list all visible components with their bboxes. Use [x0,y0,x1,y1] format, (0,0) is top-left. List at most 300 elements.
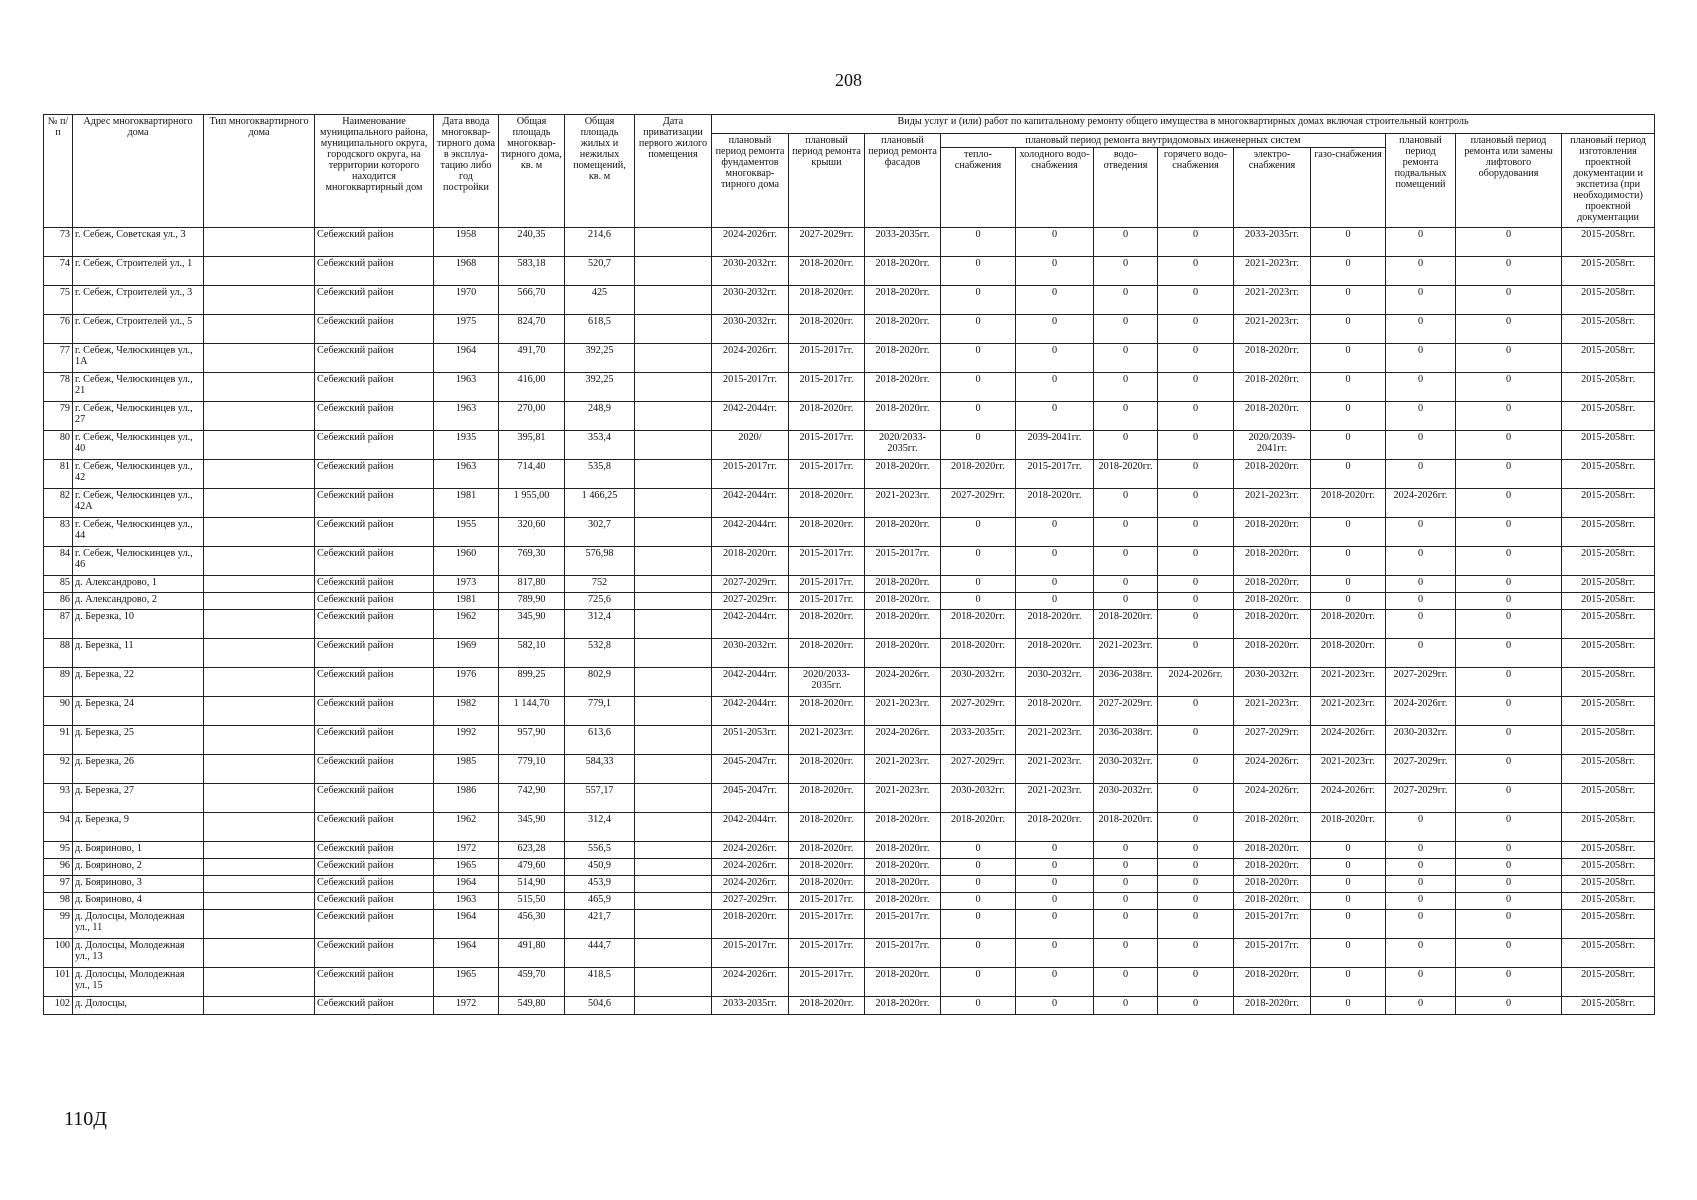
heat-supply-cell: 2027-2029гг. [941,755,1016,784]
elevator-cell: 0 [1456,910,1562,939]
design-docs-cell: 2015-2058гг. [1562,784,1655,813]
municipality-cell: Себежский район [315,876,434,893]
heat-supply-cell: 0 [941,576,1016,593]
municipality-cell: Себежский район [315,257,434,286]
foundation-cell: 2024-2026гг. [712,344,789,373]
table-row [44,257,1655,286]
year-cell: 1985 [434,755,499,784]
facade-cell: 2018-2020гг. [865,344,941,373]
hot-water-cell: 0 [1158,344,1234,373]
facade-cell: 2018-2020гг. [865,876,941,893]
facade-cell: 2018-2020гг. [865,460,941,489]
privatization-cell [635,939,712,968]
address-cell: г. Себеж, Челюскинцев ул., 42А [73,489,204,518]
electric-cell: 2020/2039-2041гг. [1234,431,1311,460]
design-docs-cell: 2015-2058гг. [1562,431,1655,460]
type-cell [204,373,315,402]
facade-cell: 2018-2020гг. [865,842,941,859]
row-number: 87 [44,610,73,639]
address-cell: д. Долосцы, Молодежная ул., 11 [73,910,204,939]
header-cold-water: холодного водо-снабжения [1016,148,1094,228]
gas-cell: 0 [1311,344,1386,373]
basement-cell: 0 [1386,373,1456,402]
year-cell: 1986 [434,784,499,813]
basement-cell: 0 [1386,876,1456,893]
basement-cell: 2024-2026гг. [1386,697,1456,726]
facade-cell: 2021-2023гг. [865,784,941,813]
municipality-cell: Себежский район [315,286,434,315]
elevator-cell: 0 [1456,726,1562,755]
cold-water-cell: 2018-2020гг. [1016,489,1094,518]
total-area-cell: 270,00 [499,402,565,431]
hot-water-cell: 0 [1158,939,1234,968]
header-systems-group: плановый период ремонта внутридомовых инженерных систем [941,134,1386,148]
facade-cell: 2018-2020гг. [865,997,941,1015]
sewer-cell: 2021-2023гг. [1094,639,1158,668]
address-cell: д. Березка, 10 [73,610,204,639]
cold-water-cell: 0 [1016,968,1094,997]
residential-area-cell: 450,9 [565,859,635,876]
address-cell: г. Себеж, Челюскинцев ул., 1А [73,344,204,373]
heat-supply-cell: 0 [941,593,1016,610]
design-docs-cell: 2015-2058гг. [1562,489,1655,518]
elevator-cell: 0 [1456,286,1562,315]
elevator-cell: 0 [1456,968,1562,997]
electric-cell: 2018-2020гг. [1234,842,1311,859]
address-cell: д. Березка, 25 [73,726,204,755]
year-cell: 1975 [434,315,499,344]
type-cell [204,968,315,997]
hot-water-cell: 0 [1158,489,1234,518]
design-docs-cell: 2015-2058гг. [1562,697,1655,726]
hot-water-cell: 0 [1158,593,1234,610]
facade-cell: 2018-2020гг. [865,610,941,639]
elevator-cell: 0 [1456,402,1562,431]
cold-water-cell: 2039-2041гг. [1016,431,1094,460]
address-cell: д. Александрово, 2 [73,593,204,610]
design-docs-cell: 2015-2058гг. [1562,639,1655,668]
year-cell: 1960 [434,547,499,576]
type-cell [204,489,315,518]
address-cell: д. Березка, 24 [73,697,204,726]
design-docs-cell: 2015-2058гг. [1562,755,1655,784]
foundation-cell: 2027-2029гг. [712,893,789,910]
facade-cell: 2015-2017гг. [865,939,941,968]
sewer-cell: 0 [1094,402,1158,431]
header-total-area: Общая площадь многоквар-тирного дома, кв. м [499,115,565,228]
cold-water-cell: 0 [1016,373,1094,402]
privatization-cell [635,489,712,518]
cold-water-cell: 0 [1016,859,1094,876]
row-number: 76 [44,315,73,344]
facade-cell: 2018-2020гг. [865,257,941,286]
sewer-cell: 2030-2032гг. [1094,755,1158,784]
privatization-cell [635,576,712,593]
row-number: 88 [44,639,73,668]
roof-cell: 2015-2017гг. [789,431,865,460]
hot-water-cell: 0 [1158,518,1234,547]
privatization-cell [635,726,712,755]
residential-area-cell: 465,9 [565,893,635,910]
residential-area-cell: 302,7 [565,518,635,547]
hot-water-cell: 0 [1158,755,1234,784]
sewer-cell: 2030-2032гг. [1094,784,1158,813]
total-area-cell: 491,80 [499,939,565,968]
year-cell: 1964 [434,939,499,968]
gas-cell: 0 [1311,576,1386,593]
gas-cell: 2024-2026гг. [1311,784,1386,813]
foundation-cell: 2015-2017гг. [712,460,789,489]
hot-water-cell: 0 [1158,228,1234,257]
hot-water-cell: 0 [1158,726,1234,755]
privatization-cell [635,910,712,939]
total-area-cell: 1 144,70 [499,697,565,726]
table-row [44,939,1655,968]
design-docs-cell: 2015-2058гг. [1562,668,1655,697]
heat-supply-cell: 0 [941,518,1016,547]
elevator-cell: 0 [1456,460,1562,489]
residential-area-cell: 520,7 [565,257,635,286]
table-row [44,968,1655,997]
hot-water-cell: 0 [1158,784,1234,813]
roof-cell: 2018-2020гг. [789,639,865,668]
heat-supply-cell: 0 [941,910,1016,939]
type-cell [204,784,315,813]
design-docs-cell: 2015-2058гг. [1562,997,1655,1015]
heat-supply-cell: 2030-2032гг. [941,784,1016,813]
table-row [44,910,1655,939]
type-cell [204,639,315,668]
electric-cell: 2033-2035гг. [1234,228,1311,257]
electric-cell: 2024-2026гг. [1234,784,1311,813]
table-row [44,697,1655,726]
row-number: 83 [44,518,73,547]
municipality-cell: Себежский район [315,228,434,257]
year-cell: 1962 [434,813,499,842]
sewer-cell: 0 [1094,489,1158,518]
total-area-cell: 395,81 [499,431,565,460]
design-docs-cell: 2015-2058гг. [1562,576,1655,593]
basement-cell: 0 [1386,859,1456,876]
table-row [44,893,1655,910]
basement-cell: 0 [1386,593,1456,610]
heat-supply-cell: 2018-2020гг. [941,639,1016,668]
residential-area-cell: 453,9 [565,876,635,893]
gas-cell: 0 [1311,910,1386,939]
basement-cell: 0 [1386,286,1456,315]
basement-cell: 0 [1386,968,1456,997]
address-cell: д. Бояриново, 4 [73,893,204,910]
gas-cell: 0 [1311,315,1386,344]
residential-area-cell: 535,8 [565,460,635,489]
heat-supply-cell: 2018-2020гг. [941,460,1016,489]
roof-cell: 2018-2020гг. [789,518,865,547]
residential-area-cell: 353,4 [565,431,635,460]
municipality-cell: Себежский район [315,859,434,876]
elevator-cell: 0 [1456,697,1562,726]
header-sewer: водо-отведения [1094,148,1158,228]
heat-supply-cell: 0 [941,876,1016,893]
hot-water-cell: 0 [1158,315,1234,344]
municipality-cell: Себежский район [315,697,434,726]
table-row [44,576,1655,593]
municipality-cell: Себежский район [315,431,434,460]
facade-cell: 2018-2020гг. [865,518,941,547]
foundation-cell: 2027-2029гг. [712,593,789,610]
foundation-cell: 2042-2044гг. [712,813,789,842]
residential-area-cell: 532,8 [565,639,635,668]
elevator-cell: 0 [1456,489,1562,518]
facade-cell: 2018-2020гг. [865,593,941,610]
cold-water-cell: 0 [1016,893,1094,910]
type-cell [204,228,315,257]
row-number: 85 [44,576,73,593]
privatization-cell [635,893,712,910]
basement-cell: 2027-2029гг. [1386,668,1456,697]
residential-area-cell: 725,6 [565,593,635,610]
row-number: 79 [44,402,73,431]
facade-cell: 2018-2020гг. [865,893,941,910]
facade-cell: 2018-2020гг. [865,813,941,842]
privatization-cell [635,997,712,1015]
basement-cell: 0 [1386,344,1456,373]
header-gas: газо-снабжения [1311,148,1386,228]
cold-water-cell: 0 [1016,257,1094,286]
gas-cell: 2021-2023гг. [1311,697,1386,726]
residential-area-cell: 802,9 [565,668,635,697]
year-cell: 1963 [434,373,499,402]
heat-supply-cell: 0 [941,373,1016,402]
table-row [44,755,1655,784]
design-docs-cell: 2015-2058гг. [1562,373,1655,402]
gas-cell: 0 [1311,939,1386,968]
electric-cell: 2024-2026гг. [1234,755,1311,784]
address-cell: г. Себеж, Строителей ул., 5 [73,315,204,344]
row-number: 93 [44,784,73,813]
header-num: № п/п [44,115,73,228]
privatization-cell [635,639,712,668]
cold-water-cell: 0 [1016,315,1094,344]
municipality-cell: Себежский район [315,668,434,697]
privatization-cell [635,315,712,344]
design-docs-cell: 2015-2058гг. [1562,460,1655,489]
electric-cell: 2021-2023гг. [1234,489,1311,518]
gas-cell: 0 [1311,968,1386,997]
type-cell [204,997,315,1015]
residential-area-cell: 312,4 [565,610,635,639]
residential-area-cell: 613,6 [565,726,635,755]
municipality-cell: Себежский район [315,518,434,547]
hot-water-cell: 0 [1158,876,1234,893]
facade-cell: 2018-2020гг. [865,286,941,315]
heat-supply-cell: 2027-2029гг. [941,489,1016,518]
basement-cell: 0 [1386,431,1456,460]
year-cell: 1968 [434,257,499,286]
elevator-cell: 0 [1456,997,1562,1015]
table-header [44,115,1655,228]
facade-cell: 2021-2023гг. [865,697,941,726]
year-cell: 1962 [434,610,499,639]
design-docs-cell: 2015-2058гг. [1562,610,1655,639]
roof-cell: 2015-2017гг. [789,968,865,997]
cold-water-cell: 0 [1016,997,1094,1015]
cold-water-cell: 2018-2020гг. [1016,697,1094,726]
privatization-cell [635,842,712,859]
municipality-cell: Себежский район [315,755,434,784]
facade-cell: 2020/2033-2035гг. [865,431,941,460]
sewer-cell: 0 [1094,576,1158,593]
hot-water-cell: 0 [1158,697,1234,726]
header-type: Тип многоквартирного дома [204,115,315,228]
design-docs-cell: 2015-2058гг. [1562,910,1655,939]
year-cell: 1981 [434,489,499,518]
basement-cell: 0 [1386,939,1456,968]
total-area-cell: 240,35 [499,228,565,257]
gas-cell: 2021-2023гг. [1311,668,1386,697]
facade-cell: 2018-2020гг. [865,576,941,593]
elevator-cell: 0 [1456,576,1562,593]
basement-cell: 0 [1386,813,1456,842]
capital-repair-table [43,114,1655,1015]
heat-supply-cell: 0 [941,257,1016,286]
foundation-cell: 2020/ [712,431,789,460]
total-area-cell: 583,18 [499,257,565,286]
table-row [44,547,1655,576]
total-area-cell: 742,90 [499,784,565,813]
heat-supply-cell: 2027-2029гг. [941,697,1016,726]
foundation-cell: 2030-2032гг. [712,315,789,344]
basement-cell: 0 [1386,610,1456,639]
address-cell: д. Долосцы, Молодежная ул., 15 [73,968,204,997]
basement-cell: 0 [1386,576,1456,593]
total-area-cell: 320,60 [499,518,565,547]
heat-supply-cell: 2018-2020гг. [941,610,1016,639]
year-cell: 1964 [434,910,499,939]
basement-cell: 0 [1386,315,1456,344]
row-number: 75 [44,286,73,315]
type-cell [204,518,315,547]
basement-cell: 0 [1386,893,1456,910]
year-cell: 1965 [434,859,499,876]
design-docs-cell: 2015-2058гг. [1562,286,1655,315]
year-cell: 1963 [434,402,499,431]
address-cell: д. Березка, 11 [73,639,204,668]
elevator-cell: 0 [1456,876,1562,893]
header-residential-area: Общая площадь жилых и нежилых помещений, кв. м [565,115,635,228]
basement-cell: 2027-2029гг. [1386,784,1456,813]
elevator-cell: 0 [1456,668,1562,697]
table-row [44,489,1655,518]
row-number: 81 [44,460,73,489]
foundation-cell: 2045-2047гг. [712,784,789,813]
design-docs-cell: 2015-2058гг. [1562,726,1655,755]
address-cell: г. Себеж, Челюскинцев ул., 21 [73,373,204,402]
basement-cell: 0 [1386,639,1456,668]
heat-supply-cell: 0 [941,968,1016,997]
electric-cell: 2018-2020гг. [1234,344,1311,373]
address-cell: д. Березка, 9 [73,813,204,842]
municipality-cell: Себежский район [315,610,434,639]
gas-cell: 0 [1311,257,1386,286]
foundation-cell: 2042-2044гг. [712,518,789,547]
row-number: 95 [44,842,73,859]
privatization-cell [635,593,712,610]
type-cell [204,344,315,373]
table-row [44,228,1655,257]
total-area-cell: 817,80 [499,576,565,593]
table-row [44,286,1655,315]
basement-cell: 0 [1386,910,1456,939]
residential-area-cell: 584,33 [565,755,635,784]
total-area-cell: 514,90 [499,876,565,893]
year-cell: 1958 [434,228,499,257]
facade-cell: 2021-2023гг. [865,489,941,518]
table-row [44,876,1655,893]
row-number: 100 [44,939,73,968]
total-area-cell: 899,25 [499,668,565,697]
design-docs-cell: 2015-2058гг. [1562,876,1655,893]
privatization-cell [635,813,712,842]
electric-cell: 2018-2020гг. [1234,373,1311,402]
type-cell [204,842,315,859]
table-row [44,668,1655,697]
privatization-cell [635,968,712,997]
design-docs-cell: 2015-2058гг. [1562,257,1655,286]
elevator-cell: 0 [1456,859,1562,876]
elevator-cell: 0 [1456,518,1562,547]
address-cell: г. Себеж, Челюскинцев ул., 42 [73,460,204,489]
page-number: 208 [835,70,862,90]
year-cell: 1963 [434,893,499,910]
hot-water-cell: 0 [1158,431,1234,460]
residential-area-cell: 752 [565,576,635,593]
type-cell [204,876,315,893]
type-cell [204,315,315,344]
foundation-cell: 2018-2020гг. [712,910,789,939]
total-area-cell: 779,10 [499,755,565,784]
foundation-cell: 2024-2026гг. [712,859,789,876]
municipality-cell: Себежский район [315,315,434,344]
table-body [44,228,1655,1015]
hot-water-cell: 0 [1158,286,1234,315]
roof-cell: 2021-2023гг. [789,726,865,755]
electric-cell: 2018-2020гг. [1234,518,1311,547]
heat-supply-cell: 0 [941,431,1016,460]
municipality-cell: Себежский район [315,489,434,518]
electric-cell: 2018-2020гг. [1234,968,1311,997]
hot-water-cell: 0 [1158,547,1234,576]
foundation-cell: 2015-2017гг. [712,373,789,402]
foundation-cell: 2033-2035гг. [712,997,789,1015]
foundation-cell: 2030-2032гг. [712,639,789,668]
heat-supply-cell: 0 [941,402,1016,431]
privatization-cell [635,784,712,813]
gas-cell: 2018-2020гг. [1311,813,1386,842]
privatization-cell [635,257,712,286]
elevator-cell: 0 [1456,639,1562,668]
residential-area-cell: 392,25 [565,344,635,373]
type-cell [204,859,315,876]
row-number: 73 [44,228,73,257]
document-code: 110Д [64,1108,107,1130]
hot-water-cell: 0 [1158,576,1234,593]
sewer-cell: 2018-2020гг. [1094,460,1158,489]
cold-water-cell: 2030-2032гг. [1016,668,1094,697]
municipality-cell: Себежский район [315,910,434,939]
address-cell: д. Березка, 22 [73,668,204,697]
cold-water-cell: 0 [1016,842,1094,859]
roof-cell: 2018-2020гг. [789,402,865,431]
